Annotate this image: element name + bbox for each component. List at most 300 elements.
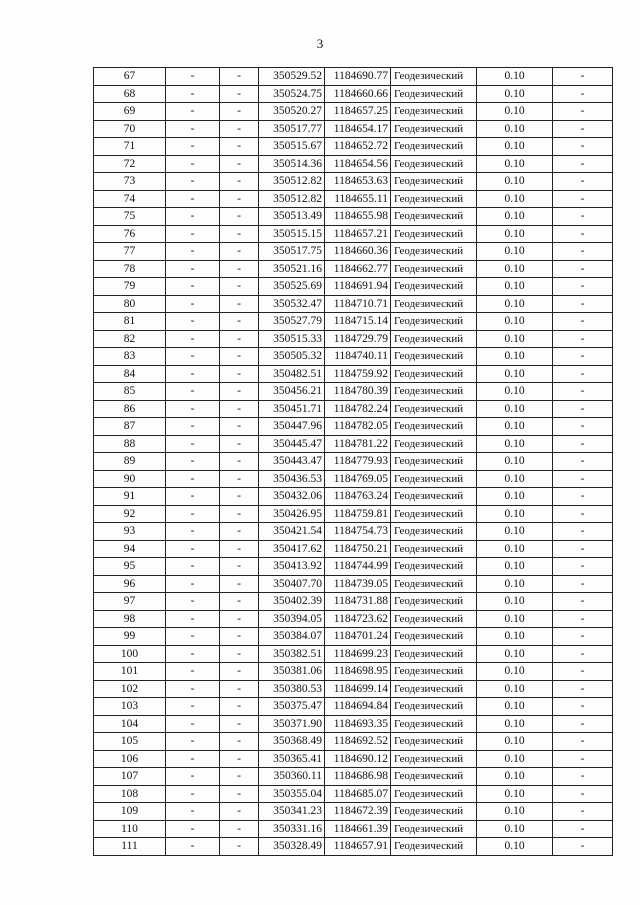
method-cell: Геодезический bbox=[391, 715, 477, 733]
x-coordinate-cell: 350360.11 bbox=[259, 768, 325, 786]
y-coordinate-cell: 1184731.88 bbox=[325, 593, 391, 611]
point-number-cell: 109 bbox=[94, 803, 166, 821]
y-coordinate-cell: 1184654.56 bbox=[325, 155, 391, 173]
point-number-cell: 68 bbox=[94, 85, 166, 103]
empty-cell: - bbox=[166, 785, 220, 803]
x-coordinate-cell: 350421.54 bbox=[259, 523, 325, 541]
table-row bbox=[94, 470, 613, 488]
empty-cell: - bbox=[220, 103, 259, 121]
table-row bbox=[94, 155, 613, 173]
empty-cell: - bbox=[166, 313, 220, 331]
method-cell: Геодезический bbox=[391, 225, 477, 243]
y-coordinate-cell: 1184769.05 bbox=[325, 470, 391, 488]
method-cell: Геодезический bbox=[391, 435, 477, 453]
table-row bbox=[94, 488, 613, 506]
method-cell: Геодезический bbox=[391, 103, 477, 121]
method-cell: Геодезический bbox=[391, 820, 477, 838]
accuracy-cell: 0.10 bbox=[477, 750, 553, 768]
point-number-cell: 111 bbox=[94, 838, 166, 856]
accuracy-cell: 0.10 bbox=[477, 400, 553, 418]
description-cell: - bbox=[553, 803, 613, 821]
y-coordinate-cell: 1184686.98 bbox=[325, 768, 391, 786]
accuracy-cell: 0.10 bbox=[477, 330, 553, 348]
table-row bbox=[94, 610, 613, 628]
x-coordinate-cell: 350525.69 bbox=[259, 278, 325, 296]
y-coordinate-cell: 1184657.21 bbox=[325, 225, 391, 243]
point-number-cell: 99 bbox=[94, 628, 166, 646]
empty-cell: - bbox=[166, 750, 220, 768]
y-coordinate-cell: 1184690.12 bbox=[325, 750, 391, 768]
table-row bbox=[94, 190, 613, 208]
y-coordinate-cell: 1184655.11 bbox=[325, 190, 391, 208]
accuracy-cell: 0.10 bbox=[477, 295, 553, 313]
x-coordinate-cell: 350436.53 bbox=[259, 470, 325, 488]
method-cell: Геодезический bbox=[391, 768, 477, 786]
table-row bbox=[94, 68, 613, 86]
description-cell: - bbox=[553, 768, 613, 786]
y-coordinate-cell: 1184779.93 bbox=[325, 453, 391, 471]
description-cell: - bbox=[553, 540, 613, 558]
y-coordinate-cell: 1184780.39 bbox=[325, 383, 391, 401]
point-number-cell: 75 bbox=[94, 208, 166, 226]
x-coordinate-cell: 350328.49 bbox=[259, 838, 325, 856]
method-cell: Геодезический bbox=[391, 785, 477, 803]
description-cell: - bbox=[553, 155, 613, 173]
x-coordinate-cell: 350380.53 bbox=[259, 680, 325, 698]
table-row bbox=[94, 820, 613, 838]
x-coordinate-cell: 350515.33 bbox=[259, 330, 325, 348]
x-coordinate-cell: 350368.49 bbox=[259, 733, 325, 751]
method-cell: Геодезический bbox=[391, 278, 477, 296]
empty-cell: - bbox=[166, 348, 220, 366]
empty-cell: - bbox=[220, 610, 259, 628]
empty-cell: - bbox=[166, 85, 220, 103]
table-row bbox=[94, 575, 613, 593]
x-coordinate-cell: 350527.79 bbox=[259, 313, 325, 331]
empty-cell: - bbox=[166, 155, 220, 173]
x-coordinate-cell: 350517.75 bbox=[259, 243, 325, 261]
y-coordinate-cell: 1184691.94 bbox=[325, 278, 391, 296]
description-cell: - bbox=[553, 68, 613, 86]
point-number-cell: 71 bbox=[94, 138, 166, 156]
empty-cell: - bbox=[220, 523, 259, 541]
empty-cell: - bbox=[220, 225, 259, 243]
table-row bbox=[94, 645, 613, 663]
description-cell: - bbox=[553, 365, 613, 383]
table-body bbox=[94, 68, 613, 856]
table-row bbox=[94, 103, 613, 121]
coordinates-table bbox=[93, 67, 613, 856]
table-row bbox=[94, 85, 613, 103]
accuracy-cell: 0.10 bbox=[477, 260, 553, 278]
empty-cell: - bbox=[166, 68, 220, 86]
accuracy-cell: 0.10 bbox=[477, 663, 553, 681]
accuracy-cell: 0.10 bbox=[477, 313, 553, 331]
empty-cell: - bbox=[166, 663, 220, 681]
empty-cell: - bbox=[166, 400, 220, 418]
empty-cell: - bbox=[166, 330, 220, 348]
empty-cell: - bbox=[166, 698, 220, 716]
y-coordinate-cell: 1184698.95 bbox=[325, 663, 391, 681]
description-cell: - bbox=[553, 330, 613, 348]
point-number-cell: 98 bbox=[94, 610, 166, 628]
empty-cell: - bbox=[220, 715, 259, 733]
description-cell: - bbox=[553, 750, 613, 768]
point-number-cell: 105 bbox=[94, 733, 166, 751]
y-coordinate-cell: 1184759.81 bbox=[325, 505, 391, 523]
empty-cell: - bbox=[220, 593, 259, 611]
point-number-cell: 80 bbox=[94, 295, 166, 313]
accuracy-cell: 0.10 bbox=[477, 155, 553, 173]
empty-cell: - bbox=[166, 715, 220, 733]
table-row bbox=[94, 593, 613, 611]
point-number-cell: 96 bbox=[94, 575, 166, 593]
table-row bbox=[94, 838, 613, 856]
table-row bbox=[94, 295, 613, 313]
table-row bbox=[94, 680, 613, 698]
point-number-cell: 77 bbox=[94, 243, 166, 261]
empty-cell: - bbox=[220, 313, 259, 331]
method-cell: Геодезический bbox=[391, 313, 477, 331]
description-cell: - bbox=[553, 138, 613, 156]
point-number-cell: 90 bbox=[94, 470, 166, 488]
y-coordinate-cell: 1184744.99 bbox=[325, 558, 391, 576]
empty-cell: - bbox=[220, 208, 259, 226]
empty-cell: - bbox=[220, 173, 259, 191]
description-cell: - bbox=[553, 505, 613, 523]
x-coordinate-cell: 350515.15 bbox=[259, 225, 325, 243]
point-number-cell: 108 bbox=[94, 785, 166, 803]
empty-cell: - bbox=[220, 505, 259, 523]
y-coordinate-cell: 1184699.14 bbox=[325, 680, 391, 698]
y-coordinate-cell: 1184710.71 bbox=[325, 295, 391, 313]
point-number-cell: 102 bbox=[94, 680, 166, 698]
point-number-cell: 91 bbox=[94, 488, 166, 506]
accuracy-cell: 0.10 bbox=[477, 348, 553, 366]
empty-cell: - bbox=[166, 295, 220, 313]
x-coordinate-cell: 350505.32 bbox=[259, 348, 325, 366]
accuracy-cell: 0.10 bbox=[477, 698, 553, 716]
point-number-cell: 78 bbox=[94, 260, 166, 278]
empty-cell: - bbox=[220, 803, 259, 821]
y-coordinate-cell: 1184672.39 bbox=[325, 803, 391, 821]
accuracy-cell: 0.10 bbox=[477, 715, 553, 733]
empty-cell: - bbox=[220, 295, 259, 313]
table-row bbox=[94, 260, 613, 278]
table-row bbox=[94, 628, 613, 646]
method-cell: Геодезический bbox=[391, 348, 477, 366]
y-coordinate-cell: 1184661.39 bbox=[325, 820, 391, 838]
x-coordinate-cell: 350513.49 bbox=[259, 208, 325, 226]
point-number-cell: 79 bbox=[94, 278, 166, 296]
method-cell: Геодезический bbox=[391, 628, 477, 646]
accuracy-cell: 0.10 bbox=[477, 365, 553, 383]
empty-cell: - bbox=[220, 645, 259, 663]
empty-cell: - bbox=[166, 803, 220, 821]
method-cell: Геодезический bbox=[391, 523, 477, 541]
empty-cell: - bbox=[166, 418, 220, 436]
empty-cell: - bbox=[166, 593, 220, 611]
y-coordinate-cell: 1184782.24 bbox=[325, 400, 391, 418]
empty-cell: - bbox=[220, 383, 259, 401]
empty-cell: - bbox=[166, 505, 220, 523]
method-cell: Геодезический bbox=[391, 575, 477, 593]
description-cell: - bbox=[553, 610, 613, 628]
x-coordinate-cell: 350426.95 bbox=[259, 505, 325, 523]
accuracy-cell: 0.10 bbox=[477, 488, 553, 506]
table-row bbox=[94, 225, 613, 243]
point-number-cell: 97 bbox=[94, 593, 166, 611]
table-row bbox=[94, 540, 613, 558]
accuracy-cell: 0.10 bbox=[477, 803, 553, 821]
empty-cell: - bbox=[220, 453, 259, 471]
description-cell: - bbox=[553, 173, 613, 191]
description-cell: - bbox=[553, 278, 613, 296]
table-row bbox=[94, 278, 613, 296]
y-coordinate-cell: 1184715.14 bbox=[325, 313, 391, 331]
point-number-cell: 69 bbox=[94, 103, 166, 121]
empty-cell: - bbox=[220, 330, 259, 348]
accuracy-cell: 0.10 bbox=[477, 120, 553, 138]
point-number-cell: 70 bbox=[94, 120, 166, 138]
point-number-cell: 110 bbox=[94, 820, 166, 838]
empty-cell: - bbox=[220, 663, 259, 681]
empty-cell: - bbox=[166, 540, 220, 558]
method-cell: Геодезический bbox=[391, 365, 477, 383]
point-number-cell: 89 bbox=[94, 453, 166, 471]
x-coordinate-cell: 350394.05 bbox=[259, 610, 325, 628]
point-number-cell: 87 bbox=[94, 418, 166, 436]
x-coordinate-cell: 350456.21 bbox=[259, 383, 325, 401]
accuracy-cell: 0.10 bbox=[477, 768, 553, 786]
description-cell: - bbox=[553, 645, 613, 663]
accuracy-cell: 0.10 bbox=[477, 190, 553, 208]
table-row bbox=[94, 208, 613, 226]
empty-cell: - bbox=[166, 453, 220, 471]
empty-cell: - bbox=[166, 278, 220, 296]
accuracy-cell: 0.10 bbox=[477, 505, 553, 523]
empty-cell: - bbox=[166, 208, 220, 226]
x-coordinate-cell: 350515.67 bbox=[259, 138, 325, 156]
y-coordinate-cell: 1184652.72 bbox=[325, 138, 391, 156]
x-coordinate-cell: 350524.75 bbox=[259, 85, 325, 103]
empty-cell: - bbox=[220, 750, 259, 768]
y-coordinate-cell: 1184723.62 bbox=[325, 610, 391, 628]
point-number-cell: 84 bbox=[94, 365, 166, 383]
table-row bbox=[94, 505, 613, 523]
empty-cell: - bbox=[220, 628, 259, 646]
method-cell: Геодезический bbox=[391, 838, 477, 856]
description-cell: - bbox=[553, 190, 613, 208]
table-row bbox=[94, 173, 613, 191]
empty-cell: - bbox=[166, 435, 220, 453]
description-cell: - bbox=[553, 418, 613, 436]
table-row bbox=[94, 698, 613, 716]
accuracy-cell: 0.10 bbox=[477, 103, 553, 121]
x-coordinate-cell: 350482.51 bbox=[259, 365, 325, 383]
empty-cell: - bbox=[166, 733, 220, 751]
y-coordinate-cell: 1184699.23 bbox=[325, 645, 391, 663]
accuracy-cell: 0.10 bbox=[477, 733, 553, 751]
accuracy-cell: 0.10 bbox=[477, 820, 553, 838]
method-cell: Геодезический bbox=[391, 68, 477, 86]
method-cell: Геодезический bbox=[391, 85, 477, 103]
empty-cell: - bbox=[166, 173, 220, 191]
empty-cell: - bbox=[166, 190, 220, 208]
description-cell: - bbox=[553, 435, 613, 453]
empty-cell: - bbox=[166, 838, 220, 856]
y-coordinate-cell: 1184660.66 bbox=[325, 85, 391, 103]
empty-cell: - bbox=[220, 418, 259, 436]
table-row bbox=[94, 663, 613, 681]
accuracy-cell: 0.10 bbox=[477, 540, 553, 558]
method-cell: Геодезический bbox=[391, 208, 477, 226]
method-cell: Геодезический bbox=[391, 383, 477, 401]
empty-cell: - bbox=[166, 470, 220, 488]
description-cell: - bbox=[553, 733, 613, 751]
description-cell: - bbox=[553, 628, 613, 646]
accuracy-cell: 0.10 bbox=[477, 225, 553, 243]
empty-cell: - bbox=[220, 278, 259, 296]
y-coordinate-cell: 1184662.77 bbox=[325, 260, 391, 278]
y-coordinate-cell: 1184657.25 bbox=[325, 103, 391, 121]
method-cell: Геодезический bbox=[391, 610, 477, 628]
empty-cell: - bbox=[220, 558, 259, 576]
empty-cell: - bbox=[220, 768, 259, 786]
x-coordinate-cell: 350417.62 bbox=[259, 540, 325, 558]
accuracy-cell: 0.10 bbox=[477, 523, 553, 541]
description-cell: - bbox=[553, 225, 613, 243]
x-coordinate-cell: 350402.39 bbox=[259, 593, 325, 611]
description-cell: - bbox=[553, 785, 613, 803]
x-coordinate-cell: 350512.82 bbox=[259, 173, 325, 191]
empty-cell: - bbox=[166, 138, 220, 156]
x-coordinate-cell: 350521.16 bbox=[259, 260, 325, 278]
method-cell: Геодезический bbox=[391, 593, 477, 611]
point-number-cell: 73 bbox=[94, 173, 166, 191]
x-coordinate-cell: 350371.90 bbox=[259, 715, 325, 733]
empty-cell: - bbox=[166, 243, 220, 261]
description-cell: - bbox=[553, 488, 613, 506]
point-number-cell: 94 bbox=[94, 540, 166, 558]
y-coordinate-cell: 1184655.98 bbox=[325, 208, 391, 226]
y-coordinate-cell: 1184685.07 bbox=[325, 785, 391, 803]
description-cell: - bbox=[553, 313, 613, 331]
y-coordinate-cell: 1184781.22 bbox=[325, 435, 391, 453]
x-coordinate-cell: 350520.27 bbox=[259, 103, 325, 121]
accuracy-cell: 0.10 bbox=[477, 243, 553, 261]
description-cell: - bbox=[553, 470, 613, 488]
accuracy-cell: 0.10 bbox=[477, 610, 553, 628]
empty-cell: - bbox=[166, 628, 220, 646]
y-coordinate-cell: 1184750.21 bbox=[325, 540, 391, 558]
accuracy-cell: 0.10 bbox=[477, 68, 553, 86]
y-coordinate-cell: 1184739.05 bbox=[325, 575, 391, 593]
accuracy-cell: 0.10 bbox=[477, 453, 553, 471]
point-number-cell: 72 bbox=[94, 155, 166, 173]
table-row bbox=[94, 768, 613, 786]
empty-cell: - bbox=[220, 260, 259, 278]
point-number-cell: 104 bbox=[94, 715, 166, 733]
accuracy-cell: 0.10 bbox=[477, 383, 553, 401]
description-cell: - bbox=[553, 575, 613, 593]
empty-cell: - bbox=[166, 120, 220, 138]
table-row bbox=[94, 523, 613, 541]
table-row bbox=[94, 330, 613, 348]
table-row bbox=[94, 313, 613, 331]
empty-cell: - bbox=[220, 698, 259, 716]
empty-cell: - bbox=[166, 103, 220, 121]
description-cell: - bbox=[553, 593, 613, 611]
empty-cell: - bbox=[220, 190, 259, 208]
accuracy-cell: 0.10 bbox=[477, 785, 553, 803]
description-cell: - bbox=[553, 400, 613, 418]
method-cell: Геодезический bbox=[391, 453, 477, 471]
method-cell: Геодезический bbox=[391, 540, 477, 558]
point-number-cell: 103 bbox=[94, 698, 166, 716]
table-row bbox=[94, 733, 613, 751]
description-cell: - bbox=[553, 820, 613, 838]
y-coordinate-cell: 1184692.52 bbox=[325, 733, 391, 751]
description-cell: - bbox=[553, 243, 613, 261]
empty-cell: - bbox=[220, 68, 259, 86]
empty-cell: - bbox=[166, 225, 220, 243]
table-row bbox=[94, 558, 613, 576]
y-coordinate-cell: 1184754.73 bbox=[325, 523, 391, 541]
description-cell: - bbox=[553, 523, 613, 541]
point-number-cell: 107 bbox=[94, 768, 166, 786]
y-coordinate-cell: 1184694.84 bbox=[325, 698, 391, 716]
description-cell: - bbox=[553, 453, 613, 471]
accuracy-cell: 0.10 bbox=[477, 435, 553, 453]
method-cell: Геодезический bbox=[391, 698, 477, 716]
empty-cell: - bbox=[166, 610, 220, 628]
x-coordinate-cell: 350447.96 bbox=[259, 418, 325, 436]
point-number-cell: 101 bbox=[94, 663, 166, 681]
x-coordinate-cell: 350432.06 bbox=[259, 488, 325, 506]
y-coordinate-cell: 1184653.63 bbox=[325, 173, 391, 191]
table-row bbox=[94, 803, 613, 821]
x-coordinate-cell: 350365.41 bbox=[259, 750, 325, 768]
point-number-cell: 86 bbox=[94, 400, 166, 418]
point-number-cell: 100 bbox=[94, 645, 166, 663]
accuracy-cell: 0.10 bbox=[477, 278, 553, 296]
method-cell: Геодезический bbox=[391, 260, 477, 278]
x-coordinate-cell: 350451.71 bbox=[259, 400, 325, 418]
description-cell: - bbox=[553, 558, 613, 576]
empty-cell: - bbox=[220, 400, 259, 418]
accuracy-cell: 0.10 bbox=[477, 645, 553, 663]
empty-cell: - bbox=[220, 680, 259, 698]
method-cell: Геодезический bbox=[391, 470, 477, 488]
empty-cell: - bbox=[220, 155, 259, 173]
method-cell: Геодезический bbox=[391, 418, 477, 436]
empty-cell: - bbox=[220, 365, 259, 383]
point-number-cell: 106 bbox=[94, 750, 166, 768]
x-coordinate-cell: 350355.04 bbox=[259, 785, 325, 803]
method-cell: Геодезический bbox=[391, 138, 477, 156]
description-cell: - bbox=[553, 295, 613, 313]
method-cell: Геодезический bbox=[391, 400, 477, 418]
method-cell: Геодезический bbox=[391, 733, 477, 751]
y-coordinate-cell: 1184693.35 bbox=[325, 715, 391, 733]
method-cell: Геодезический bbox=[391, 155, 477, 173]
x-coordinate-cell: 350331.16 bbox=[259, 820, 325, 838]
empty-cell: - bbox=[220, 138, 259, 156]
point-number-cell: 67 bbox=[94, 68, 166, 86]
method-cell: Геодезический bbox=[391, 558, 477, 576]
empty-cell: - bbox=[220, 120, 259, 138]
